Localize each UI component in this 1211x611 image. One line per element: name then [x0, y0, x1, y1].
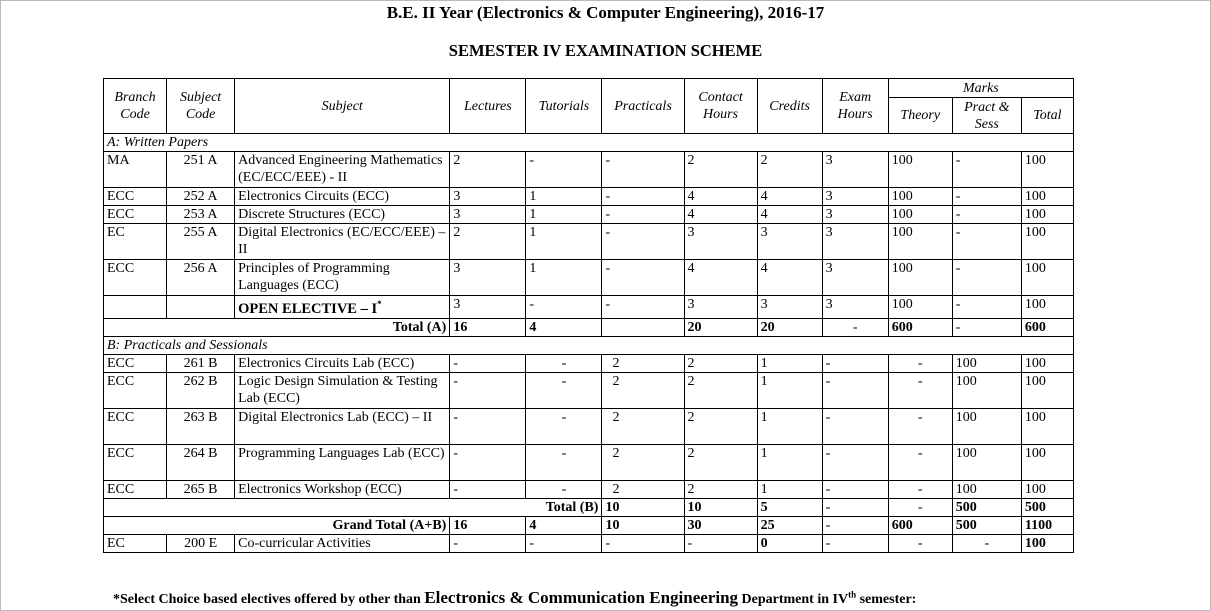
theory-marks: -	[888, 354, 952, 372]
page-subtitle: SEMESTER IV EXAMINATION SCHEME	[448, 41, 763, 60]
table-row	[104, 260, 1074, 296]
total-marks: 500	[1021, 498, 1073, 516]
col-header-total: Total	[1021, 98, 1073, 134]
tutorials: 4	[526, 516, 602, 534]
tutorials: -	[526, 296, 602, 319]
total-marks: 100	[1021, 152, 1073, 188]
branch-code: ECC	[104, 206, 167, 224]
subject-name: Logic Design Simulation & Testing Lab (ECC)	[235, 372, 450, 408]
lectures: 3	[450, 206, 526, 224]
practicals: 10	[602, 516, 684, 534]
pract-marks: 500	[952, 498, 1021, 516]
lectures: 16	[450, 318, 526, 336]
subject-code: 262 B	[167, 372, 235, 408]
practicals: 2	[602, 444, 684, 480]
exam-hours: -	[822, 372, 888, 408]
lectures: 2	[450, 152, 526, 188]
col-header-exam-hours: Exam Hours	[822, 79, 888, 134]
pract-marks: -	[952, 318, 1021, 336]
total-marks: 100	[1021, 206, 1073, 224]
credits: 3	[757, 296, 822, 319]
footnote-middle: Department in IV	[738, 592, 849, 607]
contact-hours: 2	[684, 354, 757, 372]
exam-hours: 3	[822, 224, 888, 260]
col-header-branch-code: Branch Code	[104, 79, 167, 134]
footnote-suffix: semester:	[856, 592, 917, 607]
theory-marks: -	[888, 444, 952, 480]
col-header-subject-code: Subject Code	[167, 79, 235, 134]
tutorials: -	[526, 480, 602, 498]
subject-code: 252 A	[167, 188, 235, 206]
subject-name: Principles of Programming Languages (ECC)	[235, 260, 450, 296]
theory-marks: 600	[888, 318, 952, 336]
footnote-sup: th	[848, 589, 857, 600]
lectures: -	[450, 372, 526, 408]
table-row	[104, 480, 1074, 498]
exam-hours: 3	[822, 188, 888, 206]
col-header-lectures: Lectures	[450, 79, 526, 134]
lectures: 2	[450, 224, 526, 260]
total-marks: 600	[1021, 318, 1073, 336]
contact-hours: 2	[684, 152, 757, 188]
theory-marks: -	[888, 372, 952, 408]
pract-marks: 100	[952, 444, 1021, 480]
table-row	[104, 444, 1074, 480]
col-header-subject: Subject	[235, 79, 450, 134]
table-row	[104, 408, 1074, 444]
subject-name: Discrete Structures (ECC)	[235, 206, 450, 224]
lectures: -	[450, 444, 526, 480]
subject-code: 265 B	[167, 480, 235, 498]
practicals: 2	[602, 408, 684, 444]
pract-marks: -	[952, 260, 1021, 296]
branch-code: ECC	[104, 444, 167, 480]
total-marks: 100	[1021, 354, 1073, 372]
branch-code: ECC	[104, 188, 167, 206]
subject-code: 253 A	[167, 206, 235, 224]
total-marks: 100	[1021, 224, 1073, 260]
contact-hours: 3	[684, 296, 757, 319]
footnote	[113, 588, 916, 608]
credits: 3	[757, 224, 822, 260]
pract-marks: -	[952, 224, 1021, 260]
credits: 2	[757, 152, 822, 188]
total-b-row	[104, 498, 1074, 516]
lectures: -	[450, 408, 526, 444]
credits: 0	[757, 534, 822, 552]
lectures: 3	[450, 296, 526, 319]
exam-hours: 3	[822, 152, 888, 188]
section-a-label: A: Written Papers	[104, 134, 1074, 152]
credits: 1	[757, 480, 822, 498]
credits: 25	[757, 516, 822, 534]
branch-code: ECC	[104, 372, 167, 408]
table-row	[104, 152, 1074, 188]
tutorials: -	[526, 444, 602, 480]
col-header-pract-sess: Pract & Sess	[952, 98, 1021, 134]
practicals: -	[602, 534, 684, 552]
footnote-prefix: *Select Choice based electives offered by other than	[113, 592, 425, 607]
pract-marks: -	[952, 534, 1021, 552]
contact-hours: 4	[684, 260, 757, 296]
theory-marks: -	[888, 408, 952, 444]
practicals: -	[602, 224, 684, 260]
tutorials: -	[526, 372, 602, 408]
total-a-label: Total (A)	[104, 318, 450, 336]
lectures: -	[450, 354, 526, 372]
contact-hours: 3	[684, 224, 757, 260]
theory-marks: 100	[888, 188, 952, 206]
subject-code: 263 B	[167, 408, 235, 444]
exam-hours: -	[822, 480, 888, 498]
lectures: -	[450, 534, 526, 552]
branch-code: EC	[104, 224, 167, 260]
subject-code: 256 A	[167, 260, 235, 296]
pract-marks: 100	[952, 372, 1021, 408]
branch-code: MA	[104, 152, 167, 188]
credits: 1	[757, 408, 822, 444]
tutorials: -	[526, 152, 602, 188]
table-row	[104, 534, 1074, 552]
total-b-label: Total (B)	[104, 498, 602, 516]
total-a-row	[104, 318, 1074, 336]
practicals: 2	[602, 480, 684, 498]
practicals: -	[602, 296, 684, 319]
practicals: 2	[602, 372, 684, 408]
section-b-label: B: Practicals and Sessionals	[104, 336, 1074, 354]
footnote-department: Electronics & Communication Engineering	[424, 588, 739, 607]
subject-name: Programming Languages Lab (ECC)	[235, 444, 450, 480]
practicals: -	[602, 188, 684, 206]
theory-marks: 100	[888, 260, 952, 296]
subject-code	[167, 296, 235, 319]
tutorials: -	[526, 534, 602, 552]
table-row	[104, 188, 1074, 206]
exam-hours: -	[822, 354, 888, 372]
col-header-tutorials: Tutorials	[526, 79, 602, 134]
branch-code: ECC	[104, 480, 167, 498]
subject-name: Digital Electronics Lab (ECC) – II	[235, 408, 450, 444]
theory-marks: 100	[888, 224, 952, 260]
exam-hours: 3	[822, 296, 888, 319]
theory-marks: -	[888, 498, 952, 516]
theory-marks: 100	[888, 296, 952, 319]
exam-hours: 3	[822, 206, 888, 224]
total-marks: 100	[1021, 188, 1073, 206]
subject-name: Electronics Workshop (ECC)	[235, 480, 450, 498]
exam-hours: -	[822, 534, 888, 552]
lectures: 3	[450, 260, 526, 296]
practicals: 2	[602, 354, 684, 372]
total-marks: 100	[1021, 372, 1073, 408]
subject-code: 251 A	[167, 152, 235, 188]
practicals: -	[602, 260, 684, 296]
pract-marks: -	[952, 296, 1021, 319]
open-elective-label: OPEN ELECTIVE – I	[238, 300, 378, 317]
tutorials: -	[526, 354, 602, 372]
total-marks: 100	[1021, 408, 1073, 444]
credits: 20	[757, 318, 822, 336]
lectures: 3	[450, 188, 526, 206]
tutorials: -	[526, 408, 602, 444]
theory-marks: 100	[888, 206, 952, 224]
branch-code: ECC	[104, 354, 167, 372]
col-header-credits: Credits	[757, 79, 822, 134]
col-header-theory: Theory	[888, 98, 952, 134]
col-header-marks: Marks	[888, 79, 1073, 98]
pract-marks: -	[952, 152, 1021, 188]
exam-hours: -	[822, 498, 888, 516]
contact-hours: 2	[684, 480, 757, 498]
table-row	[104, 296, 1074, 319]
tutorials: 1	[526, 206, 602, 224]
contact-hours: -	[684, 534, 757, 552]
pract-marks: 500	[952, 516, 1021, 534]
subject-name	[235, 296, 450, 319]
contact-hours: 4	[684, 206, 757, 224]
exam-hours: 3	[822, 260, 888, 296]
pract-marks: 100	[952, 408, 1021, 444]
subject-name: Electronics Circuits Lab (ECC)	[235, 354, 450, 372]
theory-marks: 600	[888, 516, 952, 534]
credits: 5	[757, 498, 822, 516]
col-header-practicals: Practicals	[602, 79, 684, 134]
credits: 4	[757, 206, 822, 224]
contact-hours: 10	[684, 498, 757, 516]
credits: 1	[757, 354, 822, 372]
subject-name: Co-curricular Activities	[235, 534, 450, 552]
footnote-marker: *	[377, 299, 382, 309]
total-marks: 100	[1021, 444, 1073, 480]
table-row	[104, 354, 1074, 372]
exam-hours: -	[822, 516, 888, 534]
lectures: 16	[450, 516, 526, 534]
contact-hours: 4	[684, 188, 757, 206]
pract-marks: 100	[952, 354, 1021, 372]
tutorials: 4	[526, 318, 602, 336]
subject-code: 255 A	[167, 224, 235, 260]
grand-total-row	[104, 516, 1074, 534]
pract-marks: -	[952, 206, 1021, 224]
tutorials: 1	[526, 260, 602, 296]
contact-hours: 2	[684, 408, 757, 444]
practicals	[602, 318, 684, 336]
total-marks: 100	[1021, 260, 1073, 296]
subject-code: 200 E	[167, 534, 235, 552]
branch-code: ECC	[104, 260, 167, 296]
lectures: -	[450, 480, 526, 498]
total-marks: 100	[1021, 296, 1073, 319]
subject-name: Digital Electronics (EC/ECC/EEE) – II	[235, 224, 450, 260]
credits: 4	[757, 188, 822, 206]
practicals: 10	[602, 498, 684, 516]
table-row	[104, 224, 1074, 260]
branch-code: EC	[104, 534, 167, 552]
practicals: -	[602, 206, 684, 224]
theory-marks: -	[888, 480, 952, 498]
examination-scheme-table	[103, 78, 1074, 553]
contact-hours: 2	[684, 372, 757, 408]
col-header-contact-hours: Contact Hours	[684, 79, 757, 134]
branch-code: ECC	[104, 408, 167, 444]
tutorials: 1	[526, 188, 602, 206]
subject-code: 261 B	[167, 354, 235, 372]
total-marks: 100	[1021, 534, 1073, 552]
subject-code: 264 B	[167, 444, 235, 480]
branch-code	[104, 296, 167, 319]
tutorials: 1	[526, 224, 602, 260]
theory-marks: 100	[888, 152, 952, 188]
exam-hours: -	[822, 444, 888, 480]
theory-marks: -	[888, 534, 952, 552]
subject-name: Electronics Circuits (ECC)	[235, 188, 450, 206]
practicals: -	[602, 152, 684, 188]
exam-hours: -	[822, 408, 888, 444]
total-marks: 100	[1021, 480, 1073, 498]
grand-total-label: Grand Total (A+B)	[104, 516, 450, 534]
contact-hours: 2	[684, 444, 757, 480]
page-title: B.E. II Year (Electronics & Computer Engineering), 2016-17	[386, 3, 825, 22]
table-row	[104, 372, 1074, 408]
contact-hours: 30	[684, 516, 757, 534]
subject-name: Advanced Engineering Mathematics (EC/ECC/EEE) - II	[235, 152, 450, 188]
credits: 1	[757, 444, 822, 480]
total-marks: 1100	[1021, 516, 1073, 534]
contact-hours: 20	[684, 318, 757, 336]
exam-hours: -	[822, 318, 888, 336]
pract-marks: -	[952, 188, 1021, 206]
pract-marks: 100	[952, 480, 1021, 498]
table-row	[104, 206, 1074, 224]
credits: 4	[757, 260, 822, 296]
credits: 1	[757, 372, 822, 408]
